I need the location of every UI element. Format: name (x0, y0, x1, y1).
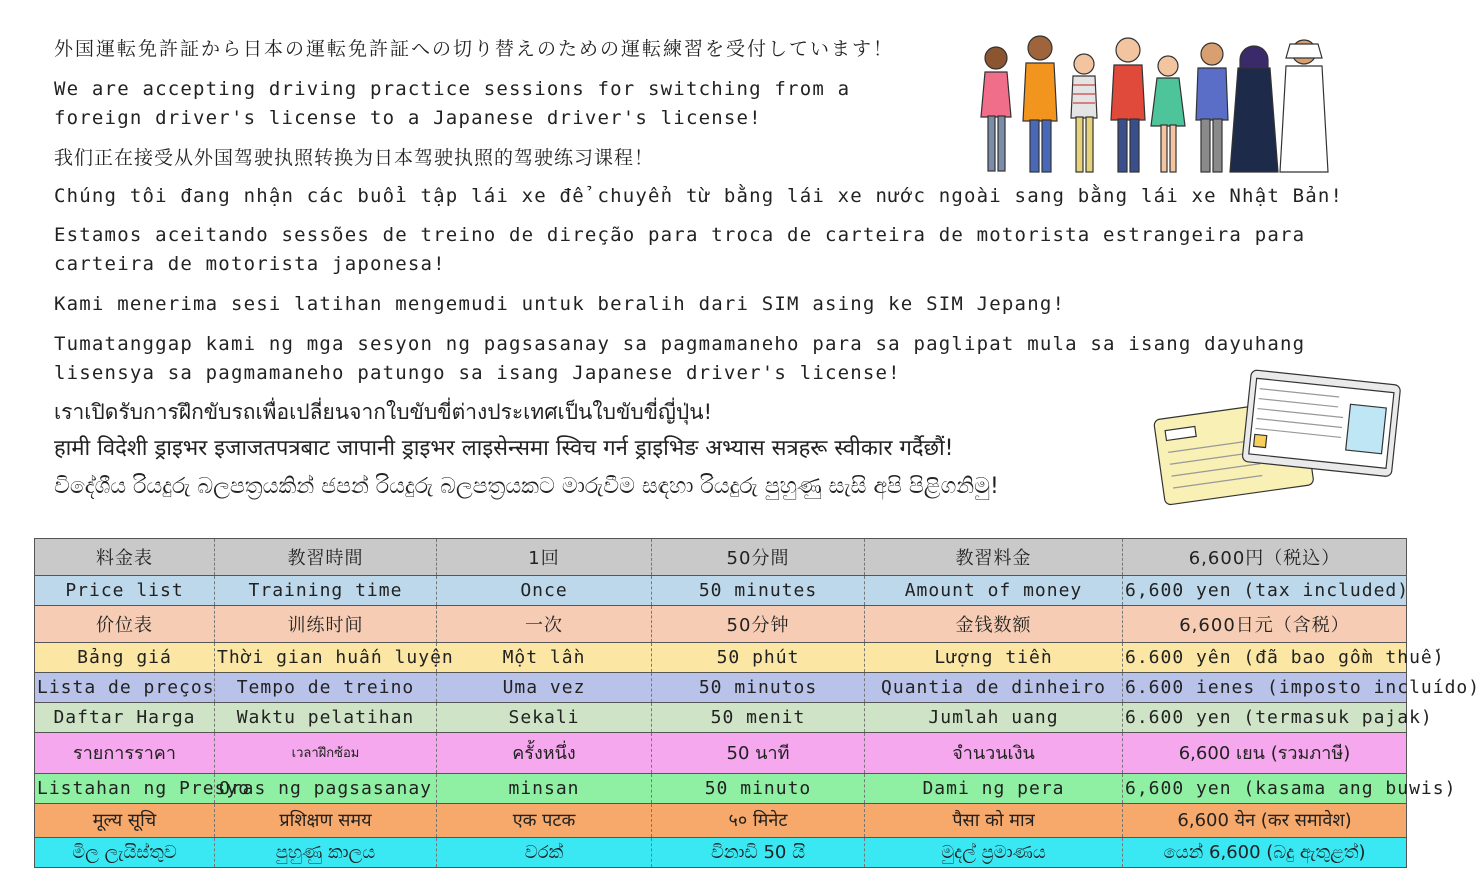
price-cell: เวลาฝึกซ้อม (215, 732, 437, 773)
intro-chinese: 我们正在接受从外国驾驶执照转换为日本驾驶执照的驾驶练习课程！ (54, 147, 655, 169)
price-cell: 一次 (437, 605, 652, 642)
price-row-en (35, 575, 1407, 605)
price-cell: 价位表 (35, 605, 215, 642)
price-cell: Daftar Harga (35, 702, 215, 732)
price-cell: 料金表 (35, 539, 215, 576)
price-cell: Price list (35, 575, 215, 605)
price-cell: 金钱数额 (865, 605, 1123, 642)
price-cell: පුහුණු කාලය (215, 837, 437, 867)
price-cell: จำนวนเงิน (865, 732, 1123, 773)
price-cell: 6,600 เยน (รวมภาษี) (1123, 732, 1407, 773)
price-cell: යෙන් 6,600 (බදු ඇතුළත්) (1123, 837, 1407, 867)
price-row-ne (35, 803, 1407, 837)
price-cell: 50 minutos (652, 672, 865, 702)
intro-nepali: हामी विदेशी ड्राइभर इजाजतपत्रबाट जापानी ड्राइभर लाइसेन्समा स्विच गर्न ड्राइभिङ अभ्यास सत्रहरू स्वीकार गर्दैछौं! (54, 436, 954, 461)
price-cell: 教習料金 (865, 539, 1123, 576)
price-row-id (35, 702, 1407, 732)
price-row-zh (35, 605, 1407, 642)
price-cell: මිල ලැයිස්තුව (35, 837, 215, 867)
price-cell: ५० मिनेट (652, 803, 865, 837)
price-cell: Amount of money (865, 575, 1123, 605)
price-cell: Waktu pelatihan (215, 702, 437, 732)
price-row-tl (35, 773, 1407, 803)
price-cell: 50 minutes (652, 575, 865, 605)
price-cell: Jumlah uang (865, 702, 1123, 732)
price-cell: ครั้งหนึ่ง (437, 732, 652, 773)
price-cell: 6,600 yen (tax included) (1123, 575, 1407, 605)
price-cell: Một lần (437, 642, 652, 672)
price-cell: 6.600 ienes (imposto incluído) (1123, 672, 1407, 702)
price-table (34, 538, 1480, 868)
price-cell: 50 phút (652, 642, 865, 672)
price-cell: Listahan ng Presyo (35, 773, 215, 803)
price-cell: 6.600 yên (đã bao gồm thuế) (1123, 642, 1407, 672)
price-cell: 6,600 येन (कर समावेश) (1123, 803, 1407, 837)
price-cell: 6,600 yen (kasama ang buwis) (1123, 773, 1407, 803)
price-cell: एक पटक (437, 803, 652, 837)
price-cell: Thời gian huấn luyện (215, 642, 437, 672)
price-cell: प्रशिक्षण समय (215, 803, 437, 837)
price-row-vi (35, 642, 1407, 672)
price-cell: Dami ng pera (865, 773, 1123, 803)
price-cell: 50 minuto (652, 773, 865, 803)
intro-sinhala: විදේශීය රියදුරු බලපත්‍රයකින් ජපන් රියදුරු බලපත්‍රයකට මාරුවීම සඳහා රියදුරු පුහුණු සැසි අපි පිළිගනිමු! (54, 474, 999, 499)
price-row-th (35, 732, 1407, 773)
price-cell: รายการราคา (35, 732, 215, 773)
price-cell: Sekali (437, 702, 652, 732)
price-cell: 50 menit (652, 702, 865, 732)
price-cell: मूल्य सूचि (35, 803, 215, 837)
price-cell: Training time (215, 575, 437, 605)
intro-vietnamese: Chúng tôi đang nhận các buổi tập lái xe để chuyển từ bằng lái xe nước ngoài sang bằng lái xe Nhật Bản! (54, 185, 1344, 207)
intro-portuguese: Estamos aceitando sessões de treino de direção para troca de carteira de motorista estrangeira para carteira de motorista japonesa! (54, 224, 1306, 275)
price-cell: 1回 (437, 539, 652, 576)
intro-english: We are accepting driving practice sessions for switching from a foreign driver's license to a Japanese driver's license! (54, 78, 851, 129)
intro-japanese: 外国運転免許証から日本の運転免許証への切り替えのための運転練習を受付しています！ (54, 38, 895, 60)
intro-tagalog: Tumatanggap kami ng mga sesyon ng pagsasanay sa pagmamaneho para sa paglipat mula sa isang dayuhang lisensya sa pagmamaneho patungo sa isang Japanese driver's license! (54, 333, 1306, 384)
price-cell: पैसा को मात्र (865, 803, 1123, 837)
price-cell: 6.600 yen (termasuk pajak) (1123, 702, 1407, 732)
price-cell: Lượng tiền (865, 642, 1123, 672)
price-cell: 训练时间 (215, 605, 437, 642)
price-cell: වරක් (437, 837, 652, 867)
price-cell: minsan (437, 773, 652, 803)
license-cards-illustration (1148, 372, 1408, 502)
price-cell: Tempo de treino (215, 672, 437, 702)
people-illustration (968, 30, 1330, 182)
price-cell: 教習時間 (215, 539, 437, 576)
intro-thai: เราเปิดรับการฝึกขับรถเพื่อเปลี่ยนจากใบขับขี่ต่างประเทศเป็นใบขับขี่ญี่ปุ่น! (54, 400, 713, 424)
price-cell: 50分钟 (652, 605, 865, 642)
price-cell: 6,600日元（含税） (1123, 605, 1407, 642)
price-cell: 6,600円（税込） (1123, 539, 1407, 576)
price-row-pt (35, 672, 1407, 702)
price-cell: Bảng giá (35, 642, 215, 672)
price-cell: විනාඩි 50 යි (652, 837, 865, 867)
price-cell: Quantia de dinheiro (865, 672, 1123, 702)
price-cell: Oras ng pagsasanay (215, 773, 437, 803)
price-cell: මුදල් ප්‍රමාණය (865, 837, 1123, 867)
intro-indonesian: Kami menerima sesi latihan mengemudi untuk beralih dari SIM asing ke SIM Jepang! (54, 293, 1066, 315)
price-row-jp (35, 539, 1407, 576)
price-cell: Once (437, 575, 652, 605)
price-cell: 50分間 (652, 539, 865, 576)
price-cell: Lista de preços (35, 672, 215, 702)
price-cell: 50 นาที (652, 732, 865, 773)
price-cell: Uma vez (437, 672, 652, 702)
price-row-si (35, 837, 1407, 867)
